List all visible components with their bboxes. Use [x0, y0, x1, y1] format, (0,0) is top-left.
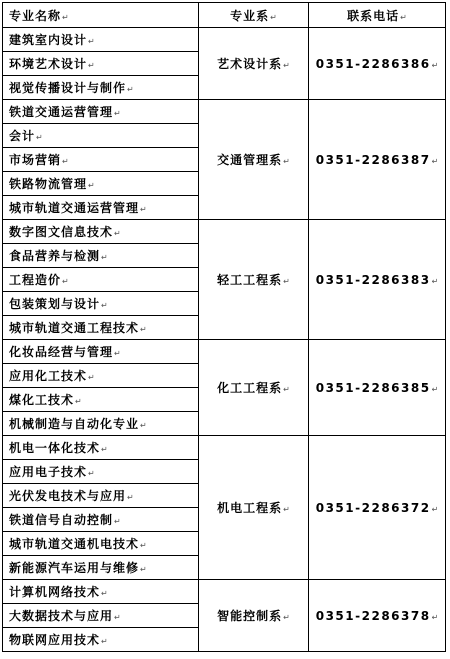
- phone-number: 0351-2286372: [315, 500, 431, 515]
- paragraph-mark-icon: ↵: [283, 613, 290, 622]
- department-cell: [199, 28, 309, 100]
- paragraph-mark-icon: ↵: [270, 12, 277, 22]
- table-row: [3, 100, 446, 124]
- department-cell: [199, 340, 309, 436]
- paragraph-mark-icon: ↵: [283, 61, 290, 70]
- major-name: 煤化工技术: [9, 393, 75, 407]
- major-name-cell: [3, 460, 199, 484]
- major-name: 大数据技术与应用: [9, 609, 114, 623]
- paragraph-mark-icon: ↵: [400, 12, 407, 22]
- paragraph-mark-icon: ↵: [75, 397, 82, 406]
- paragraph-mark-icon: ↵: [114, 109, 121, 118]
- paragraph-mark-icon: ↵: [283, 157, 290, 166]
- paragraph-mark-icon: ↵: [114, 517, 121, 526]
- paragraph-mark-icon: ↵: [140, 541, 147, 550]
- major-name-cell: [3, 364, 199, 388]
- header-row: [3, 3, 446, 28]
- paragraph-mark-icon: ↵: [62, 277, 69, 286]
- paragraph-mark-icon: ↵: [431, 156, 439, 166]
- header-phone-label: 联系电话: [347, 8, 400, 23]
- phone-number: 0351-2286378: [315, 608, 431, 623]
- major-name: 市场营销: [9, 153, 62, 167]
- paragraph-mark-icon: ↵: [114, 613, 121, 622]
- major-name: 化妆品经营与管理: [9, 345, 114, 359]
- department-name: 交通管理系: [217, 153, 283, 167]
- phone-cell: [309, 220, 446, 340]
- major-name-cell: [3, 388, 199, 412]
- header-dept-label: 专业系: [230, 8, 270, 23]
- paragraph-mark-icon: ↵: [62, 157, 69, 166]
- major-name-cell: [3, 508, 199, 532]
- major-name-cell: [3, 52, 199, 76]
- major-name-cell: [3, 532, 199, 556]
- major-name-cell: [3, 28, 199, 52]
- paragraph-mark-icon: ↵: [431, 60, 439, 70]
- paragraph-mark-icon: ↵: [283, 277, 290, 286]
- major-name: 环境艺术设计: [9, 57, 88, 71]
- paragraph-mark-icon: ↵: [140, 205, 147, 214]
- paragraph-mark-icon: ↵: [114, 229, 121, 238]
- header-major-label: 专业名称: [9, 8, 62, 23]
- phone-cell: [309, 436, 446, 580]
- table-row: [3, 220, 446, 244]
- major-name-cell: [3, 76, 199, 100]
- department-name: 智能控制系: [217, 609, 283, 623]
- phone-number: 0351-2286385: [315, 380, 431, 395]
- paragraph-mark-icon: ↵: [431, 612, 439, 622]
- major-name: 新能源汽车运用与维修: [9, 561, 140, 575]
- major-name-cell: [3, 148, 199, 172]
- department-name: 机电工程系: [217, 501, 283, 515]
- paragraph-mark-icon: ↵: [88, 61, 95, 70]
- paragraph-mark-icon: ↵: [127, 85, 134, 94]
- major-name: 应用电子技术: [9, 465, 88, 479]
- major-name: 数字图文信息技术: [9, 225, 114, 239]
- paragraph-mark-icon: ↵: [36, 133, 43, 142]
- phone-cell: [309, 580, 446, 652]
- major-name-cell: [3, 316, 199, 340]
- paragraph-mark-icon: ↵: [283, 385, 290, 394]
- department-name: 化工工程系: [217, 381, 283, 395]
- header-department: [199, 3, 309, 28]
- major-name-cell: [3, 244, 199, 268]
- paragraph-mark-icon: ↵: [88, 181, 95, 190]
- phone-cell: [309, 340, 446, 436]
- major-name: 食品营养与检测: [9, 249, 101, 263]
- paragraph-mark-icon: ↵: [88, 37, 95, 46]
- paragraph-mark-icon: ↵: [431, 276, 439, 286]
- major-name: 城市轨道交通工程技术: [9, 321, 140, 335]
- major-contact-table: [2, 2, 446, 652]
- major-name-cell: [3, 412, 199, 436]
- paragraph-mark-icon: ↵: [101, 445, 108, 454]
- paragraph-mark-icon: ↵: [140, 325, 147, 334]
- department-cell: [199, 220, 309, 340]
- paragraph-mark-icon: ↵: [114, 349, 121, 358]
- major-name-cell: [3, 100, 199, 124]
- phone-cell: [309, 28, 446, 100]
- phone-cell: [309, 100, 446, 220]
- major-name: 城市轨道交通运营管理: [9, 201, 140, 215]
- department-name: 轻工工程系: [217, 273, 283, 287]
- major-name-cell: [3, 124, 199, 148]
- major-name: 物联网应用技术: [9, 633, 101, 647]
- phone-number: 0351-2286387: [315, 152, 431, 167]
- major-name-cell: [3, 340, 199, 364]
- phone-number: 0351-2286386: [315, 56, 431, 71]
- paragraph-mark-icon: ↵: [62, 12, 69, 22]
- major-name-cell: [3, 628, 199, 652]
- table-row: [3, 340, 446, 364]
- major-name-cell: [3, 436, 199, 460]
- header-phone: [309, 3, 446, 28]
- major-name: 建筑室内设计: [9, 33, 88, 47]
- major-name-cell: [3, 292, 199, 316]
- table-row: [3, 28, 446, 52]
- major-name: 视觉传播设计与制作: [9, 81, 127, 95]
- department-cell: [199, 436, 309, 580]
- paragraph-mark-icon: ↵: [101, 637, 108, 646]
- major-name: 包装策划与设计: [9, 297, 101, 311]
- paragraph-mark-icon: ↵: [101, 589, 108, 598]
- paragraph-mark-icon: ↵: [101, 253, 108, 262]
- major-name-cell: [3, 220, 199, 244]
- paragraph-mark-icon: ↵: [431, 504, 439, 514]
- major-name: 应用化工技术: [9, 369, 88, 383]
- major-name-cell: [3, 580, 199, 604]
- paragraph-mark-icon: ↵: [88, 469, 95, 478]
- paragraph-mark-icon: ↵: [127, 493, 134, 502]
- table-row: [3, 580, 446, 604]
- major-name: 铁道信号自动控制: [9, 513, 114, 527]
- paragraph-mark-icon: ↵: [431, 384, 439, 394]
- major-name: 机械制造与自动化专业: [9, 417, 140, 431]
- department-cell: [199, 580, 309, 652]
- major-name-cell: [3, 172, 199, 196]
- major-name-cell: [3, 196, 199, 220]
- header-major-name: [3, 3, 199, 28]
- major-name: 光伏发电技术与应用: [9, 489, 127, 503]
- paragraph-mark-icon: ↵: [101, 301, 108, 310]
- major-name: 工程造价: [9, 273, 62, 287]
- major-name-cell: [3, 556, 199, 580]
- department-name: 艺术设计系: [217, 57, 283, 71]
- paragraph-mark-icon: ↵: [283, 505, 290, 514]
- paragraph-mark-icon: ↵: [140, 421, 147, 430]
- department-cell: [199, 100, 309, 220]
- paragraph-mark-icon: ↵: [88, 373, 95, 382]
- table-row: [3, 436, 446, 460]
- paragraph-mark-icon: ↵: [140, 565, 147, 574]
- major-name-cell: [3, 604, 199, 628]
- major-name: 机电一体化技术: [9, 441, 101, 455]
- major-name: 会计: [9, 129, 36, 143]
- major-name: 计算机网络技术: [9, 585, 101, 599]
- phone-number: 0351-2286383: [315, 272, 431, 287]
- major-name-cell: [3, 268, 199, 292]
- major-name: 铁路物流管理: [9, 177, 88, 191]
- major-name: 铁道交通运营管理: [9, 105, 114, 119]
- major-name: 城市轨道交通机电技术: [9, 537, 140, 551]
- major-name-cell: [3, 484, 199, 508]
